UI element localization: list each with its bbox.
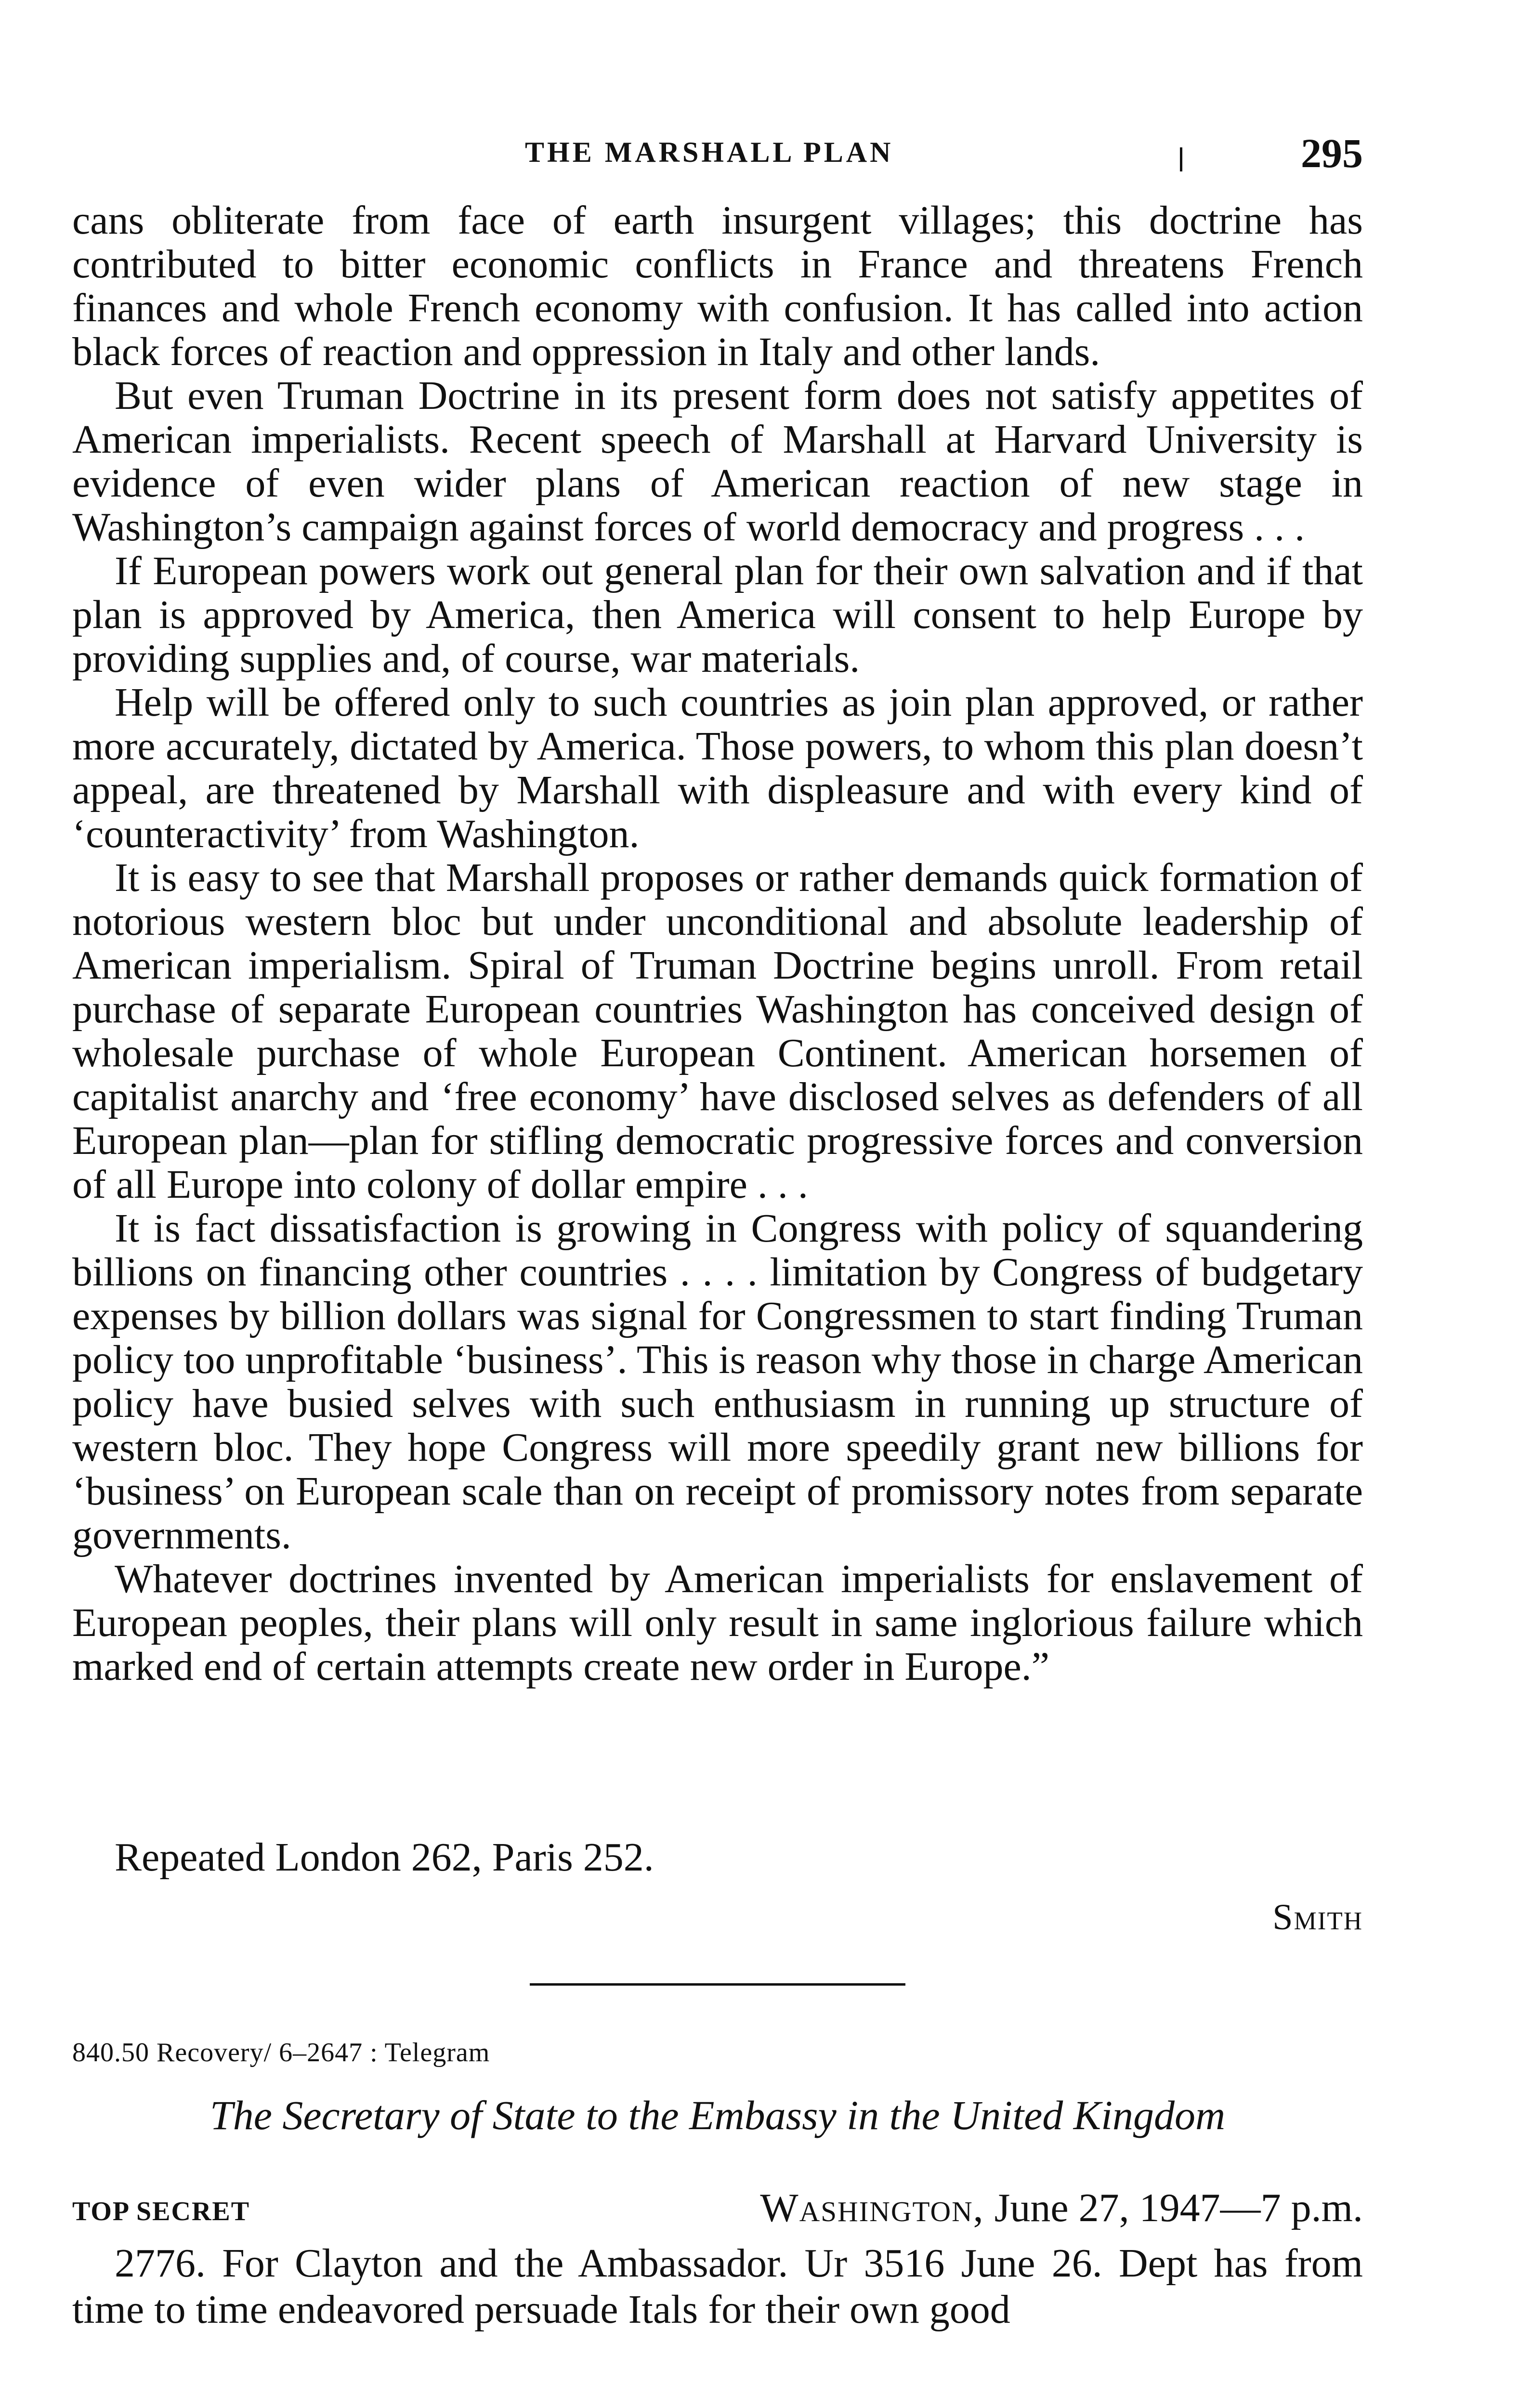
paragraph: It is fact dissatisfaction is growing in Congress with policy of squandering billions on financing other countries . . . . limitation by Congress of budgetary expenses by billion dollars was signal for Congressmen to start finding Truman policy too unprofitable ‘business’. This is reason why those in charge American policy have busied selves with such enthusiasm in running up structure of western bloc. They hope Congress will more speedily grant new billions for ‘business’ on European scale than on receipt of promissory notes from separate governments. xyxy=(72,1206,1363,1557)
file-reference: 840.50 Recovery/ 6–2647 : Telegram xyxy=(72,2038,490,2068)
header-divider-mark xyxy=(1180,147,1182,171)
paragraph: But even Truman Doctrine in its present form does not satisfy appetites of American imperialists. Recent speech of Marshall at Harvard University is evidence of even wider plans of American reaction of new stage in Washington’s campaign against forces of world democracy and progress . . . xyxy=(72,373,1363,550)
dateline-date: June 27, 1947—7 p.m. xyxy=(994,2186,1363,2230)
body-text xyxy=(72,198,1363,1688)
paragraph: It is easy to see that Marshall proposes or rather demands quick formation of notorious western bloc but under unconditional and absolute leadership of American imperialism. Spiral of Truman Doctrine begins unroll. From retail purchase of separate European countries Washington has conceived design of wholesale purchase of whole European Continent. American horsemen of capitalist anarchy and ‘free economy’ have disclosed selves as defenders of all European plan—plan for stifling democratic progressive forces and conversion of all Europe into colony of dollar empire . . . xyxy=(72,855,1363,1207)
page-number: 295 xyxy=(1301,130,1363,176)
signature: Smith xyxy=(1272,1897,1363,1937)
telegram-text: 2776. For Clayton and the Ambassador. Ur 3516 June 26. Dept has from time to time endeavored persuade Itals for their own good xyxy=(72,2241,1363,2332)
paragraph: Help will be offered only to such countries as join plan approved, or rather more accurately, dictated by America. Those powers, to whom this plan doesn’t appeal, are threatened by Marshall with displeasure and with every kind of ‘counteractivity’ from Washington. xyxy=(72,680,1363,856)
dateline-place: Washington, xyxy=(760,2186,984,2230)
paragraph: If European powers work out general plan for their own salvation and if that plan is approved by America, then America will consent to help Europe by providing supplies and, of course, war materials. xyxy=(72,549,1363,681)
running-head xyxy=(72,129,1363,182)
dateline xyxy=(760,2185,1363,2231)
repeated-note: Repeated London 262, Paris 252. xyxy=(115,1835,654,1880)
paragraph: cans obliterate from face of earth insurgent villages; this doctrine has contributed to bitter economic conflicts in France and threatens French finances and whole French economy with confusion. It has called into action black forces of reaction and oppression in Italy and other lands. xyxy=(72,198,1363,374)
running-title: THE MARSHALL PLAN xyxy=(525,136,894,168)
classification-label: TOP SECRET xyxy=(72,2197,250,2226)
section-divider xyxy=(530,1983,905,1986)
paragraph: Whatever doctrines invented by American imperialists for enslavement of European peoples, their plans will only result in same inglorious failure which marked end of certain attempts create new order in Europe.” xyxy=(72,1557,1363,1689)
document-page xyxy=(72,0,1363,2408)
document-title: The Secretary of State to the Embassy in the United Kingdom xyxy=(209,2092,1226,2138)
